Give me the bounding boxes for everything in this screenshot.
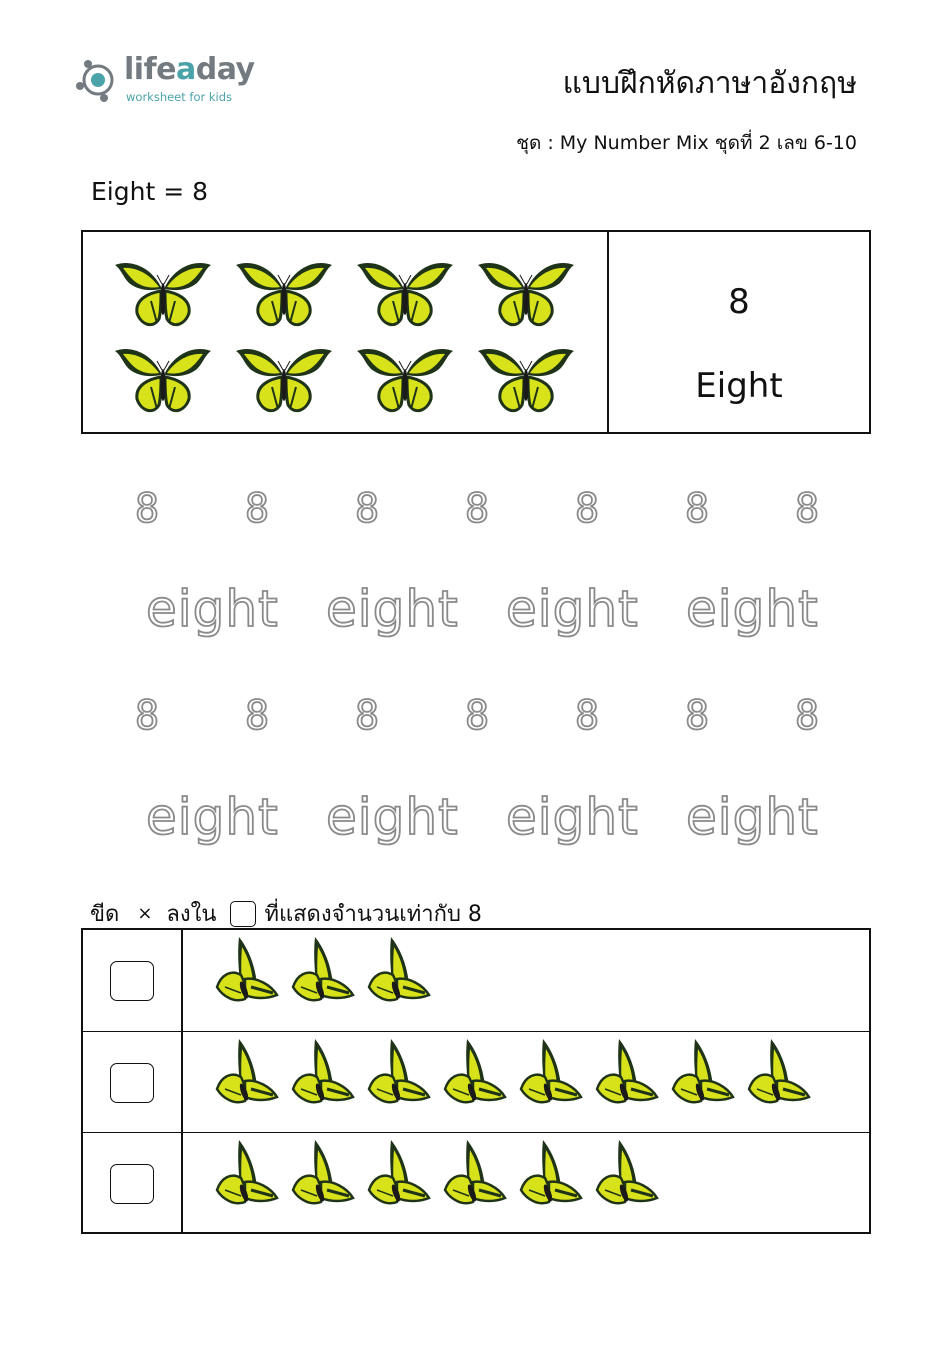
trace-digit: 8	[795, 486, 820, 532]
trace-digit: 8	[465, 693, 490, 739]
number-digit: 8	[728, 282, 750, 322]
trace-digit: 8	[245, 486, 270, 532]
worksheet-subtitle: ชุด : My Number Mix ชุดที่ 2 เลข 6-10	[516, 132, 857, 154]
trace-digit: 8	[575, 693, 600, 739]
instruction	[90, 896, 482, 931]
butterfly-icon	[211, 1138, 283, 1210]
butterfly-icon	[743, 1037, 815, 1109]
trace-digit: 8	[355, 693, 380, 739]
butterfly-grid	[113, 257, 597, 429]
logo-name-part1: life	[124, 52, 176, 87]
butterfly-icon	[113, 257, 213, 333]
trace-digit: 8	[135, 486, 160, 532]
logo-name	[124, 52, 255, 87]
trace-digit: 8	[465, 486, 490, 532]
trace-word: eight	[506, 580, 639, 638]
trace-word: eight	[146, 580, 279, 638]
trace-word: eight	[686, 580, 819, 638]
butterfly-icon	[211, 1037, 283, 1109]
butterfly-panel	[83, 232, 609, 432]
worksheet-title: แบบฝึกหัดภาษาอังกฤษ	[562, 66, 857, 101]
butterfly-group	[211, 1037, 815, 1109]
answer-checkbox[interactable]	[110, 1063, 154, 1103]
instruction-part1: ขีด	[90, 902, 120, 927]
butterfly-group	[211, 1138, 663, 1210]
trace-digit: 8	[685, 693, 710, 739]
answer-row	[83, 1132, 869, 1233]
butterfly-icon	[667, 1037, 739, 1109]
trace-digit: 8	[245, 693, 270, 739]
butterfly-icon	[591, 1138, 663, 1210]
butterfly-icon	[476, 257, 576, 333]
trace-digit: 8	[135, 693, 160, 739]
butterfly-icon	[211, 935, 283, 1007]
butterfly-icon	[287, 935, 359, 1007]
logo-icon	[74, 56, 122, 104]
trace-word: eight	[686, 788, 819, 846]
butterfly-icon	[363, 935, 435, 1007]
butterfly-icon	[234, 257, 334, 333]
answer-checkbox[interactable]	[110, 1164, 154, 1204]
butterfly-icon	[363, 1037, 435, 1109]
butterfly-icon	[355, 343, 455, 419]
logo-name-part3: day	[195, 52, 255, 87]
instruction-part3: ที่แสดงจำนวนเท่ากับ 8	[264, 902, 482, 927]
butterfly-icon	[234, 343, 334, 419]
butterfly-icon	[363, 1138, 435, 1210]
answer-row	[83, 930, 869, 1030]
answer-checkbox[interactable]	[110, 961, 154, 1001]
trace-word: eight	[326, 580, 459, 638]
logo-tagline: worksheet for kids	[126, 90, 233, 104]
butterfly-icon	[439, 1138, 511, 1210]
trace-digit: 8	[575, 486, 600, 532]
butterfly-icon	[113, 343, 213, 419]
trace-digit: 8	[355, 486, 380, 532]
cross-mark-icon: ×	[137, 903, 153, 924]
trace-word: eight	[326, 788, 459, 846]
instruction-part2: ลงใน	[166, 902, 217, 927]
trace-digit: 8	[795, 693, 820, 739]
butterfly-icon	[439, 1037, 511, 1109]
checkbox-icon	[230, 901, 256, 927]
number-heading: Eight = 8	[91, 177, 209, 206]
trace-word: eight	[506, 788, 639, 846]
trace-word: eight	[146, 788, 279, 846]
trace-digit: 8	[685, 486, 710, 532]
butterfly-icon	[476, 343, 576, 419]
number-word: Eight	[695, 366, 783, 406]
answer-row	[83, 1031, 869, 1132]
butterfly-icon	[355, 257, 455, 333]
logo-name-part2: a	[175, 52, 196, 87]
butterfly-icon	[515, 1138, 587, 1210]
butterfly-icon	[515, 1037, 587, 1109]
number-panel	[609, 232, 869, 432]
logo	[74, 52, 274, 110]
butterfly-icon	[287, 1138, 359, 1210]
number-card	[81, 230, 871, 434]
butterfly-icon	[591, 1037, 663, 1109]
butterfly-icon	[287, 1037, 359, 1109]
butterfly-group	[211, 935, 435, 1007]
answer-table	[81, 928, 871, 1234]
